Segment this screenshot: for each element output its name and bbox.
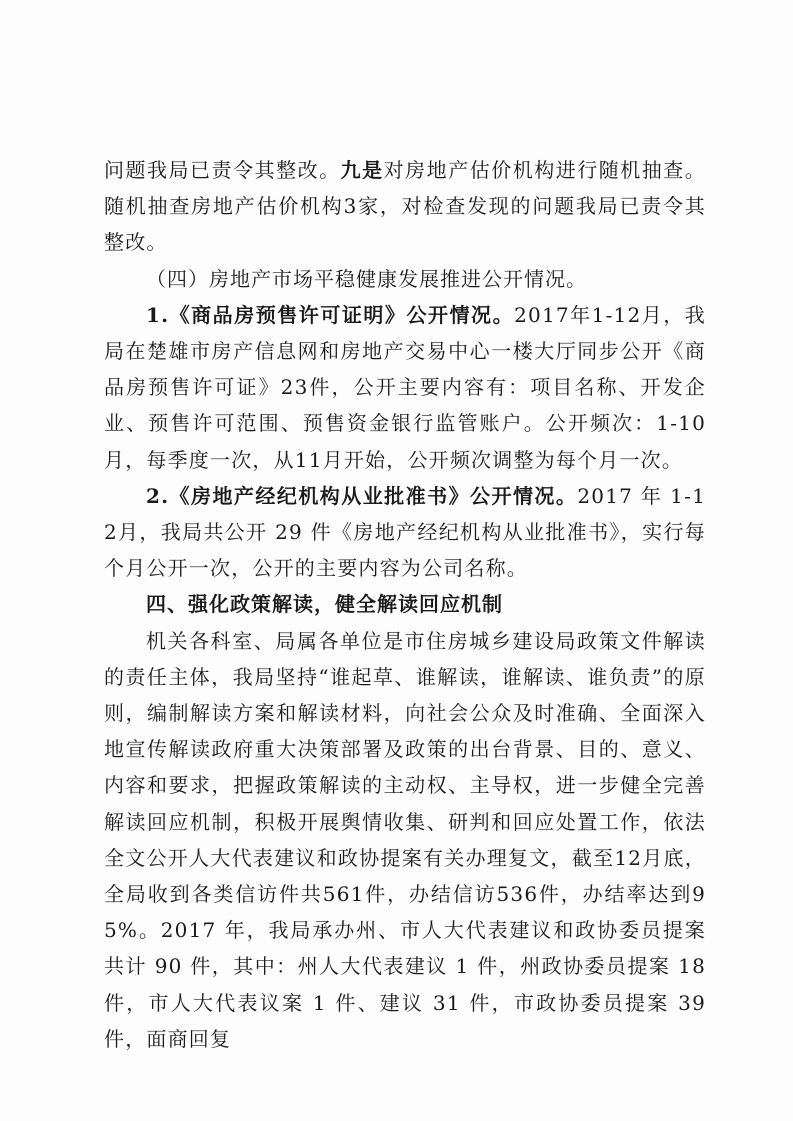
paragraph-text: 对房地产估价机构进行随机抽查。随机抽查房地产估价机构3家，对检查发现的问题我局已责令其整改。 [104,158,707,255]
paragraph-text: 2017年1-12月，我局在楚雄市房产信息网和房地产交易中心一楼大厅同步公开《商品房预售许可证》23件，公开主要内容有：项目名称、开发企业、预售许可范围、预售资金银行监管账户。公开频次：1-10月，每季度一次，从11月开始，公开频次调整为每个月一次。 [104,302,706,472]
paragraph-text: 问题我局已责令其整改。 [104,158,341,182]
section-heading-4: 四、强化政策解读，健全解读回应机制 [146,592,503,617]
paragraph-text: 2017 年 1-12月，我局共公开 29 件《房地产经纪机构从业批准书》，实行每个月公开一次，公开的主要内容为公司名称。 [104,483,706,581]
paragraph-bold-lead: 2.《房地产经纪机构从业批准书》公开情况。 [146,483,578,508]
subsection-heading-4: （四）房地产市场平稳健康发展推进公开情况。 [146,266,587,291]
paragraph-bold-lead: 1.《商品房预售许可证明》公开情况。 [146,302,515,327]
paragraph-broker-approval [104,478,706,587]
paragraph-bold-lead: 九是 [340,158,384,182]
paragraph-presale-permit [104,297,706,478]
paragraph-policy-interpretation: 机关各科室、局属各单位是市住房城乡建设局政策文件解读的责任主体，我局坚持“谁起草、谁解读，谁解读、谁负责”的原则，编制解读方案和解读材料，向社会公众及时准确、全面深入地宣传解读政府重大决策部署及政策的出台背景、目的、意义、内容和要求，把握政策解读的主动权、主导权，进一步健全完善解读回应机制，积极开展舆情收集、研判和回应处置工作，依法全文公开人大代表建议和政协提案有关办理复文，截至12月底，全局收到各类信访件共561件，办结信访536件，办结率达到95%。2017 年，我局承办州、市人大代表建议和政协委员提案共计 90 件，其中：州人大代表建议 1 件，州政协委员提案 18 件，市人大代表议案 1 件、建议 31 件，市政协委员提案 39 件，面商回复 [104,628,706,1051]
document-body [104,152,706,1057]
paragraph-supervision-end [104,152,706,261]
